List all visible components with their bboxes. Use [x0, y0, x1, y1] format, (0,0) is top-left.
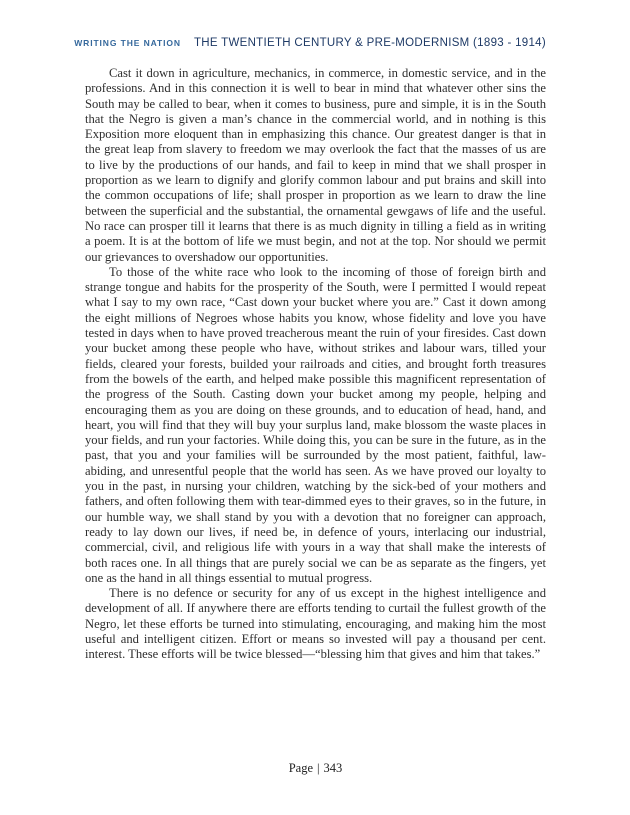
running-header	[74, 37, 546, 49]
body-paragraph: To those of the white race who look to the incoming of those of foreign birth and strange tongue and habits for the prosperity of the South, were I permitted I would repeat what I say to my own race, “Cast down your bucket where you are.” Cast it down among the eight millions of Negroes whose habits you know, whose fidelity and love you have tested in days when to have proved treacherous meant the ruin of your firesides. Cast down your bucket among these people who have, without strikes and labour wars, tilled your fields, cleared your forests, builded your railroads and cities, and brought forth treasures from the bowels of the earth, and helped make possible this magnificent representation of the progress of the South. Casting down your bucket among my people, helping and encouraging them as you are doing on these grounds, and to education of head, hand, and heart, you will find that they will buy your surplus land, make blossom the waste places in your fields, and run your factories. While doing this, you can be sure in the future, as in the past, that you and your families will be surrounded by the most patient, faithful, law-abiding, and unresentful people that the world has seen. As we have proved our loyalty to you in the past, in nursing your children, watching by the sick-bed of your mothers and fathers, and often following them with tear-dimmed eyes to their graves, so in the future, in our humble way, we shall stand by you with a devotion that no foreigner can approach, ready to lay down our lives, if need be, in defence of yours, interlacing our industrial, commercial, civil, and religious life with yours in a way that shall make the interests of both races one. In all things that are purely social we can be as separate as the fingers, yet one as the hand in all things essential to mutual progress.	[85, 264, 546, 585]
running-header-chapter-title: THE TWENTIETH CENTURY & PRE-MODERNISM (1893 - 1914)	[193, 37, 546, 49]
page-number: 343	[323, 761, 343, 775]
page-footer	[85, 761, 546, 776]
body-text-column	[85, 66, 546, 663]
running-header-book-title: WRITING THE NATION	[74, 38, 181, 48]
page-footer-separator: |	[317, 761, 320, 775]
page-footer-label: Page	[288, 761, 314, 775]
body-paragraph: There is no defence or security for any of us except in the highest intelligence and development of all. If anywhere there are efforts tending to curtail the fullest growth of the Negro, let these efforts be turned into stimulating, encouraging, and making him the most useful and intelligent citizen. Effort or means so invested will pay a thousand per cent. interest. These efforts will be twice blessed—“blessing him that gives and him that takes.”	[85, 586, 546, 662]
body-paragraph: Cast it down in agriculture, mechanics, in commerce, in domestic service, and in the professions. And in this connection it is well to bear in mind that whatever other sins the South may be called to bear, when it comes to business, pure and simple, it is in the South that the Negro is given a man’s chance in the commercial world, and in nothing is this Exposition more eloquent than in emphasizing this chance. Our greatest danger is that in the great leap from slavery to freedom we may overlook the fact that the masses of us are to live by the productions of our hands, and fail to keep in mind that we shall prosper in proportion as we learn to dignify and glorify common labour and put brains and skill into the common occupations of life; shall prosper in proportion as we learn to draw the line between the superficial and the substantial, the ornamental gewgaws of life and the useful. No race can prosper till it learns that there is as much dignity in tilling a field as in writing a poem. It is at the bottom of life we must begin, and not at the top. Nor should we permit our grievances to overshadow our opportunities.	[85, 66, 546, 264]
